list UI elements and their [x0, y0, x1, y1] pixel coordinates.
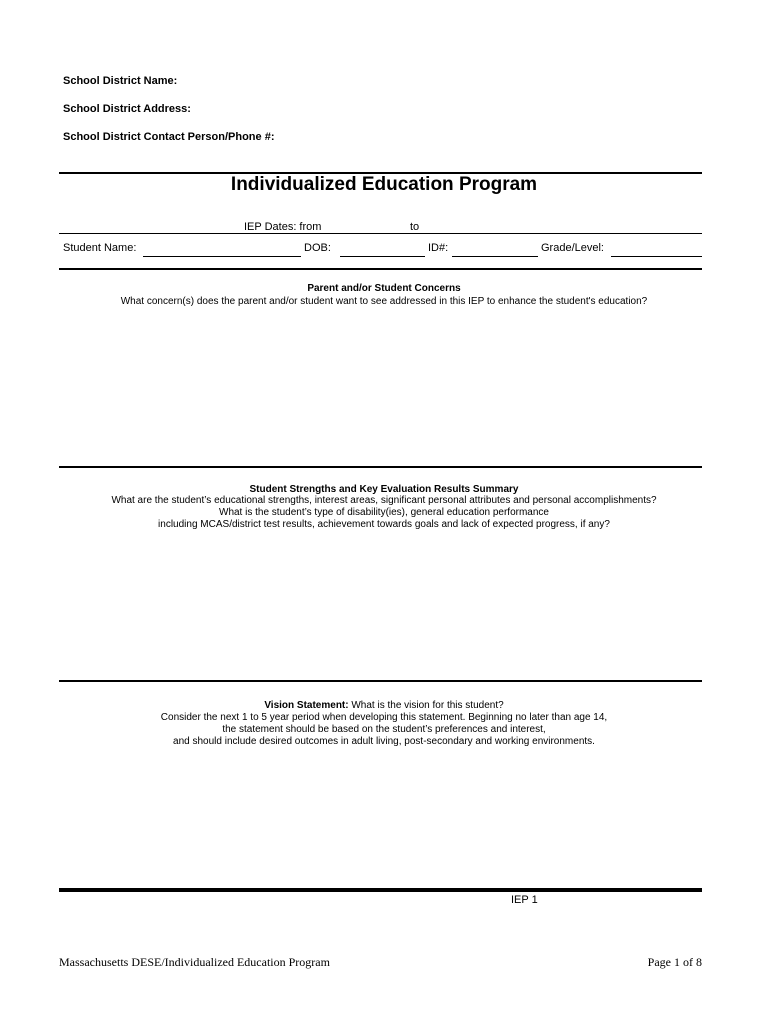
- vision-response-area[interactable]: [59, 752, 702, 882]
- footer-page-number: Page 1 of 8: [647, 955, 702, 969]
- vision-heading-question: What is the vision for this student?: [348, 700, 504, 711]
- student-row-rule: [59, 268, 702, 270]
- vision-prompt-line-1: [0, 700, 768, 712]
- grade-level-field[interactable]: [611, 256, 702, 257]
- vision-prompt-line-2: Consider the next 1 to 5 year period when developing this statement. Beginning no later than age 14,: [160, 712, 608, 723]
- iep-dates-from-label: IEP Dates: from: [244, 221, 322, 233]
- strengths-prompt-line-1: What are the student’s educational strengths, interest areas, significant personal attributes and personal accomplishments?: [111, 495, 657, 506]
- district-name-label: School District Name:: [63, 75, 178, 87]
- id-field[interactable]: [452, 256, 538, 257]
- vision-heading: Vision Statement:: [264, 700, 349, 711]
- id-label: ID#:: [428, 242, 449, 254]
- district-address-label: School District Address:: [63, 103, 191, 115]
- footer-document-name: Massachusetts DESE/Individualized Education Program: [59, 955, 330, 969]
- vision-prompt-line-3: the statement should be based on the student’s preferences and interest,: [222, 724, 546, 735]
- student-name-label: Student Name:: [63, 242, 137, 254]
- document-title: Individualized Education Program: [230, 174, 538, 195]
- dob-field[interactable]: [340, 256, 425, 257]
- student-name-field[interactable]: [143, 256, 301, 257]
- strengths-bottom-rule: [59, 680, 702, 682]
- strengths-prompt-line-2: What is the student’s type of disability(ies), general education performance: [219, 507, 549, 518]
- concerns-response-area[interactable]: [59, 312, 702, 462]
- concerns-prompt: What concern(s) does the parent and/or student want to see addressed in this IEP to enhance the student's education?: [120, 296, 648, 307]
- page-code: IEP 1: [511, 894, 538, 906]
- dob-label: DOB:: [304, 242, 331, 254]
- concerns-bottom-rule: [59, 466, 702, 468]
- grade-level-label: Grade/Level:: [541, 242, 604, 254]
- bottom-thick-rule: [59, 888, 702, 892]
- vision-prompt-line-4: and should include desired outcomes in adult living, post-secondary and working environments.: [173, 736, 595, 747]
- iep-dates-to-label: to: [410, 221, 420, 233]
- dates-rule: [59, 233, 702, 234]
- district-contact-label: School District Contact Person/Phone #:: [63, 131, 275, 143]
- strengths-heading: Student Strengths and Key Evaluation Results Summary: [249, 484, 519, 495]
- concerns-heading: Parent and/or Student Concerns: [307, 283, 461, 294]
- strengths-prompt-line-3: including MCAS/district test results, achievement towards goals and lack of expected progress, if any?: [158, 519, 610, 530]
- strengths-response-area[interactable]: [59, 535, 702, 675]
